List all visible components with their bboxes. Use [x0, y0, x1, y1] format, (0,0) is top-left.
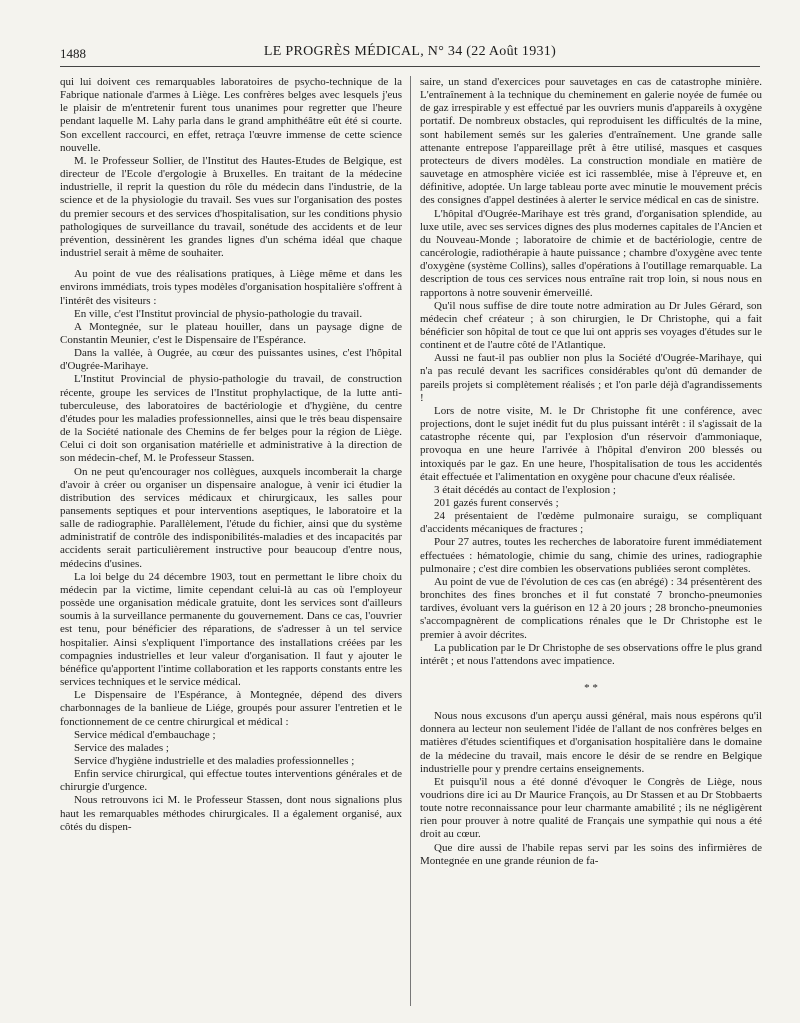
paragraph: qui lui doivent ces remarquables laboratoires de psycho-technique de la Fabrique nationale d'armes à Liège. Les confrères belges avec lesquels j'eus le plaisir de m'entretenir furent tous unanimes pour regretter que l'heure pendant laquelle M. Lahy parla dans le grand amphithéâtre eût été si courte. Son excellent raccourci, en effet, retraça l'œuvre immense de cette science nouvelle.	[60, 76, 402, 154]
column-divider	[410, 76, 411, 1006]
paragraph: La publication par le Dr Christophe de ses observations offre le plus grand intérêt ; et nous l'attendons avec impatience.	[420, 641, 762, 667]
paragraph: Le Dispensaire de l'Espérance, à Montegnée, dépend des divers charbonnages de la banlieue de Liége, groupés pour assurer l'entretien et le fonctionnement de ce centre chirurgical et médical :	[60, 689, 402, 728]
paragraph: La loi belge du 24 décembre 1903, tout en permettant le libre choix du médecin par la victime, limite cependant celui-là au cas où l'employeur possède une organisation médicale gratuite, dont les services sont d'ailleurs soumis à la surveillance permanente du gouvernement. Dans ce cas, l'ouvrier est tenu, pour bénéficier des réparations, de s'adresser à un tel service hospitalier. Ainsi s'expliquent l'importance des installations créées par les compagnies industrielles et leur valeur d'organisation. Il faut y ajouter le bénéfice qu'apportent l'intime collaboration et les rapports constants entre les services techniques et le service médical.	[60, 570, 402, 689]
left-column	[60, 76, 402, 1016]
paragraph: L'hôpital d'Ougrée-Marihaye est très grand, d'organisation splendide, au luxe utile, avec ses services dignes des plus modernes capitales de l'Ancien et du Nouveau-Monde ; laboratoire de chimie et de bactériologie, centre de cancérologie, radiothérapie à haute puissance ; chambre d'oxygène avec tente d'oxygène (système Collins), salles d'opérations à l'outillage remarquable. La description de tous ces services nous entraîne rait trop loin, si nous nous en rapportons à notre souvenir émerveillé.	[420, 207, 762, 299]
right-column	[420, 76, 762, 1016]
paragraph: L'Institut Provincial de physio-pathologie du travail, de construction récente, groupe les services de l'Institut prophylactique, de la lutte anti-tuberculeuse, des laboratoires de bactériologie et d'hygiène, du centre d'études pour les maladies professionnelles, ainsi que le très beau dispensaire de la Société nationale des Chemins de fer belges pour la région de Liège. Celui ci doit son organisation matérielle et administrative à la direction de son médecin-chef, M. le Professeur Stassen.	[60, 373, 402, 465]
paragraph: Nous retrouvons ici M. le Professeur Stassen, dont nous signalions plus haut les remarquables méthodes chirurgicales. Il a également organisé, aux côtés du dispen-	[60, 794, 402, 833]
paragraph: saire, un stand d'exercices pour sauvetages en cas de catastrophe minière. L'entraînement à la technique du cheminement en galerie noyée de fumée ou de gaz irrespirable y est effectué par les ouvriers munis d'appareils à oxygène portatif. De nombreux obstacles, qui reproduisent les difficultés de la mine, sont habilement semés sur les galeries d'entraînement. Une grande salle attenante entrepose l'appareillage prêt à être utilisé, masques et casques protecteurs de divers modèles. La construction mondiale en matière de sauvetage en atmosphère viciée est ici rassemblée, mise à l'épreuve et, en définitive, adoptée. Un large tableau porte avec minutie le mouvement précis des consignes d'appel destinées à alerter le service médical en cas de sinistre.	[420, 76, 762, 207]
list-item: 201 gazés furent conservés ;	[434, 497, 559, 509]
paragraph: Aussi ne faut-il pas oublier non plus la Société d'Ougrée-Marihaye, qui n'a pas reculé devant les sacrifices considérables qu'ont dû demander de pareils projets si complètement réalisés ; et l'on parle déjà d'agrandissements !	[420, 352, 762, 404]
paragraph: Au point de vue des réalisations pratiques, à Liège même et dans les environs immédiats, trois types modèles d'organisation hospitalière s'offrent à l'intérêt des visiteurs :	[60, 268, 402, 307]
paragraph: Lors de notre visite, M. le Dr Christophe fit une conférence, avec projections, dont le sujet inédit fut du plus puissant intérêt : il s'agissait de la catastrophe récente qui, par l'explosion d'un réservoir d'ammoniaque, provoqua en une heure l'arrivée à l'hôpital d'environ 200 blessés ou intoxiqués par le gaz. En une heure, l'hospitalisation de tous les accidentés était effectuée et l'alimentation en oxygène pour chacune d'eux réalisée.	[420, 404, 762, 483]
list-item: Service médical d'embauchage ;	[74, 728, 216, 741]
paragraph: Au point de vue de l'évolution de ces cas (en abrégé) : 34 présentèrent des bronchites des fines bronches et il fut constaté 7 broncho-pneumonies tardives, évoluant vers la guérison en 12 à 20 jours ; 28 broncho-pneumonies s'accompagnèrent de complications rénales que le Dr Christophe est le premier à avoir décrites.	[420, 575, 762, 641]
paragraph: Et puisqu'il nous a été donné d'évoquer le Congrès de Liège, nous voudrions dire ici au Dr Maurice François, au Dr Stassen et au Dr Stobbaerts toute notre reconnaissance pour leur charmante amabilité ; ils ne négligèrent rien pour prouver à notre qualité de Français une sympathie qui nous a été droit au cœur.	[420, 775, 762, 841]
page-number: 1488	[60, 46, 86, 61]
running-title: LE PROGRÈS MÉDICAL, N° 34 (22 Août 1931)	[263, 44, 557, 59]
list-item: 3 était décédés au contact de l'explosion ;	[434, 483, 616, 496]
section-separator: * *	[584, 682, 598, 695]
list-item: Service d'hygiène industrielle et des maladies professionnelles ;	[74, 754, 355, 767]
paragraph: Dans la vallée, à Ougrée, au cœur des puissantes usines, c'est l'hôpital d'Ougrée-Marihaye.	[60, 347, 402, 373]
list-item: 24 présentaient de l'œdème pulmonaire suraigu, se compliquant d'accidents mécaniques de fractures ;	[420, 510, 762, 536]
paragraph: A Montegnée, sur le plateau houiller, dans un paysage digne de Constantin Meunier, c'est le Dispensaire de l'Espérance.	[60, 320, 402, 346]
list-item: Service des malades ;	[74, 741, 169, 754]
paragraph: Pour 27 autres, toutes les recherches de laboratoire furent immédiatement effectuées : hématologie, chimie du sang, chimie des urines, radiographie pulmonaire ; c'est dire combien les observations publiées seront complètes.	[420, 536, 762, 575]
paragraph: En ville, c'est l'Institut provincial de physio-pathologie du travail.	[74, 307, 363, 320]
paragraph: Que dire aussi de l'habile repas servi par les soins des infirmières de Montegnée en une grande réunion de fa-	[420, 841, 762, 867]
list-item: Enfin service chirurgical, qui effectue toutes interventions générales et de chirurgie d'urgence.	[60, 768, 402, 794]
paragraph: M. le Professeur Sollier, de l'Institut des Hautes-Etudes de Belgique, est directeur de l'Ecole d'ergologie à Bruxelles. En traitant de la médecine industrielle, il reprit la question du rôle du médecin dans l'industrie, de la science et de la physiologie du travail. Ses vues sur l'organisation des postes du premier secours et des services d'hospitalisation, sur les conditions physio pathologiques de surveillance du travail, sonétude des accidents et de leur prévention, dessinèrent les grandes lignes d'un schéma idéal que chaque industriel serait à même de souhaiter.	[60, 154, 402, 260]
paragraph: On ne peut qu'encourager nos collègues, auxquels incomberait la charge d'avoir à créer ou organiser un dispensaire analogue, à venir ici étudier la distribution des services médicaux et chirurgicaux, les salles pour pansements septiques et pour interventions aseptiques, le laboratoire et la salle de radiographie. Parallèlement, l'étude du fichier, ainsi que du système administratif de contrôle des indisponibilités-maladies et des incapacités par accidents serait particulièrement instructive pour beaucoup d'entre nous, médecins d'usines.	[60, 465, 402, 570]
paragraph: Qu'il nous suffise de dire toute notre admiration au Dr Jules Gérard, son médecin chef créateur ; à son chirurgien, le Dr Christophe, qui a fait bénéficier son hôpital de tout ce que lui ont appris ses voyages d'études sur le continent et de l'autre côté de l'Atlantique.	[420, 299, 762, 352]
paragraph: Nous nous excusons d'un aperçu aussi général, mais nous espérons qu'il donnera au lecteur non seulement l'idée de l'allant de nos confrères belges en matières d'études scientifiques et d'organisation hospitalière dans le domaine de la médecine du travail, mais encore le désir de se rendre en Belgique industrielle pour y prendre certains enseignements.	[420, 710, 762, 775]
page-header	[60, 40, 760, 67]
